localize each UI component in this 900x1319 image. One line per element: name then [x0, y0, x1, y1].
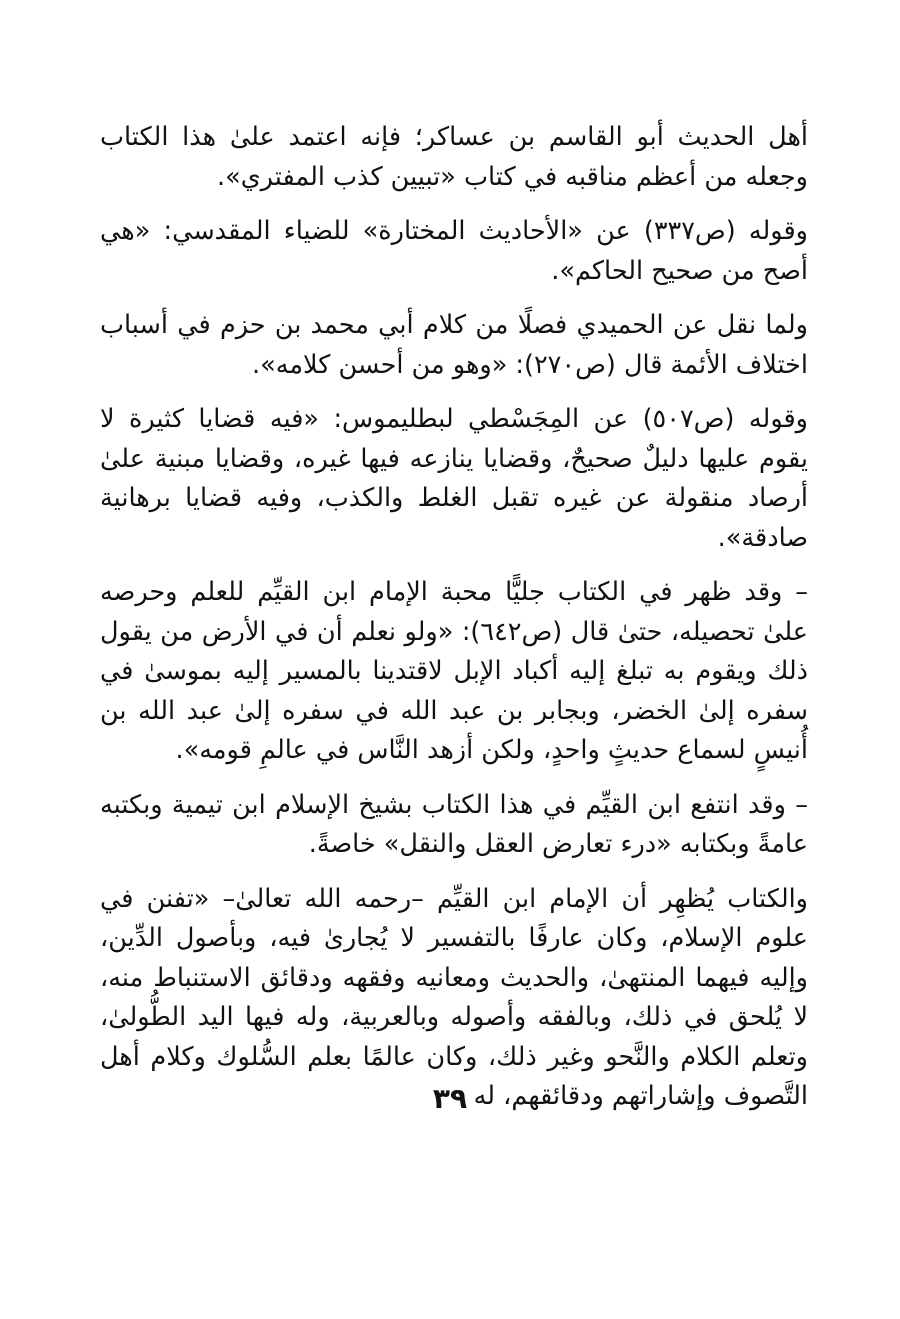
paragraph-7: والكتاب يُظهِر أن الإمام ابن القيِّم –رحمه الله تعالىٰ– «تفنن في علوم الإسلام، وكان عارفًا بالتفسير لا يُجارىٰ فيه، وبأصول الدِّين، وإليه فيهما المنتهىٰ، والحديث ومعانيه وفقهه ودقائق الاستنباط منه، لا يُلحق في ذلك، وبالفقه وأصوله وبالعربية، وله فيها اليد الطُّولىٰ، وتعلم الكلام والنَّحو وغير ذلك، وكان عالمًا بعلم السُّلوك وكلام أهل التَّصوف وإشاراتهم ودقائقهم، له — [100, 883, 808, 1111]
paragraph-5: – وقد ظهر في الكتاب جليًّا محبة الإمام ابن القيِّم للعلم وحرصه علىٰ تحصيله، حتىٰ قال (ص٦٤٢): «ولو نعلم أن في الأرض من يقول ذلك ويقوم به تبلغ إليه أكباد الإبل لاقتدينا بالمسير إليه بموسىٰ في سفره إلىٰ الخضر، وبجابر بن عبد الله في سفره إلىٰ عبد الله بن أُنيسٍ لسماع حديثٍ واحدٍ، ولكن أزهد النَّاس في عالمِ قومه». — [100, 577, 808, 765]
paragraph-3: ولما نقل عن الحميدي فصلًا من كلام أبي محمد بن حزم في أسباب اختلاف الأئمة قال (ص٢٧٠): «وهو من أحسن كلامه». — [100, 310, 808, 380]
paragraph-6: – وقد انتفع ابن القيِّم في هذا الكتاب بشيخ الإسلام ابن تيمية وبكتبه عامةً وبكتابه «درء تعارض العقل والنقل» خاصةً. — [100, 789, 808, 859]
paragraph-1: أهل الحديث أبو القاسم بن عساكر؛ فإنه اعتمد علىٰ هذا الكتاب وجعله من أعظم مناقبه في كتاب «تبيين كذب المفتري». — [100, 122, 808, 192]
page-number: ٣٩ — [432, 1082, 468, 1115]
paragraph-2: وقوله (ص٣٣٧) عن «الأحاديث المختارة» للضياء المقدسي: «هي أصح من صحيح الحاكم». — [100, 216, 808, 286]
paragraph-4: وقوله (ص٥٠٧) عن المِجَسْطي لبطليموس: «فيه قضايا كثيرة لا يقوم عليها دليلٌ صحيحٌ، وقضايا ينازعه فيها غيره، وقضايا مبنية علىٰ أرصاد منقولة عن غيره تقبل الغلط والكذب، وفيه قضايا برهانية صادقة». — [100, 404, 808, 553]
page-body — [100, 118, 808, 1132]
